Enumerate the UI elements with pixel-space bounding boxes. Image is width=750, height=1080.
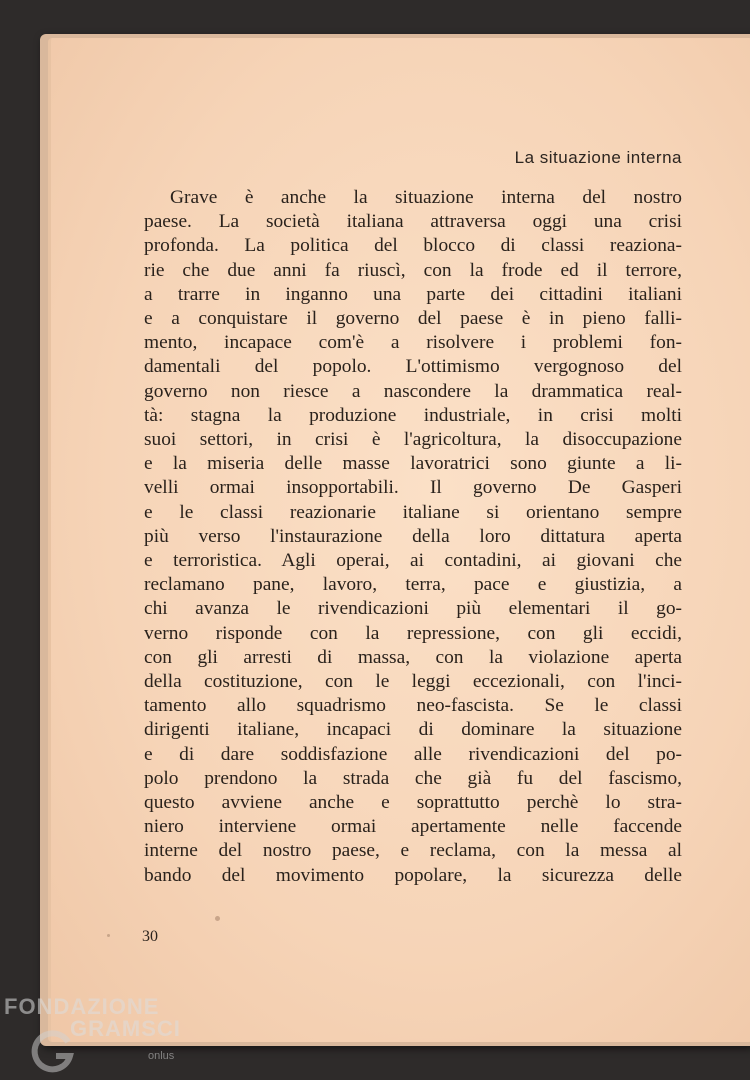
text-line: Grave è anche la situazione interna del nostro: [170, 187, 682, 208]
text-line: della costituzione, con le leggi eccezionali, con l'inci-: [144, 671, 682, 693]
text-line: rie che due anni fa riuscì, con la frode ed il terrore,: [144, 259, 682, 281]
text-line: verno risponde con la repressione, con gli eccidi,: [144, 622, 682, 644]
text-line: e le classi reazionarie italiane si orientano sempre: [144, 501, 682, 523]
watermark-suffix: onlus: [148, 1050, 175, 1062]
text-line: bando del movimento popolare, la sicurezza delle: [144, 864, 682, 886]
text-line: chi avanza le rivendicazioni più elementari il go-: [144, 598, 682, 620]
text-line: interne del nostro paese, e reclama, con la messa al: [144, 840, 682, 862]
watermark-line2: GRAMSCI: [70, 1016, 181, 1041]
text-line: suoi settori, in crisi è l'agricoltura, la disoccupazione: [144, 429, 682, 451]
running-header: La situazione interna: [514, 148, 682, 167]
text-line: paese. La società italiana attraversa oggi una crisi: [144, 211, 682, 233]
text-line: e terroristica. Agli operai, ai contadini, ai giovani che: [144, 550, 682, 572]
paper-speck: [215, 916, 220, 921]
text-line: profonda. La politica del blocco di classi reaziona-: [144, 235, 682, 257]
page-number: 30: [142, 928, 158, 945]
text-line: damentali del popolo. L'ottimismo vergognoso del: [144, 356, 682, 378]
text-line: dirigenti italiane, incapaci di dominare la situazione: [144, 719, 682, 741]
text-line: governo non riesce a nascondere la drammatica real-: [144, 380, 682, 402]
text-line: mento, incapace com'è a risolvere i problemi fon-: [144, 332, 682, 354]
text-line: e a conquistare il governo del paese è in pieno falli-: [144, 308, 682, 330]
watermark-line1: FONDAZIONE: [4, 994, 160, 1019]
text-line: velli ormai insopportabili. Il governo De Gasperi: [144, 477, 682, 499]
body-text: [144, 186, 682, 888]
watermark-logo-icon: [30, 1028, 76, 1074]
text-line: tà: stagna la produzione industriale, in crisi molti: [144, 404, 682, 426]
text-line: niero interviene ormai apertamente nelle faccende: [144, 816, 682, 838]
text-line: a trarre in inganno una parte dei cittadini italiani: [144, 283, 682, 305]
text-line: con gli arresti di massa, con la violazione aperta: [144, 646, 682, 668]
text-line: reclamano pane, lavoro, terra, pace e giustizia, a: [144, 574, 682, 596]
text-line: e la miseria delle masse lavoratrici sono giunte a li-: [144, 453, 682, 475]
paper-speck: [107, 934, 110, 937]
text-line: più verso l'instaurazione della loro dittatura aperta: [144, 525, 682, 547]
text-line: e di dare soddisfazione alle rivendicazioni del po-: [144, 743, 682, 765]
text-line: questo avviene anche e soprattutto perchè lo stra-: [144, 792, 682, 814]
text-line: polo prendono la strada che già fu del fascismo,: [144, 767, 682, 789]
text-line: tamento allo squadrismo neo-fascista. Se le classi: [144, 695, 682, 717]
